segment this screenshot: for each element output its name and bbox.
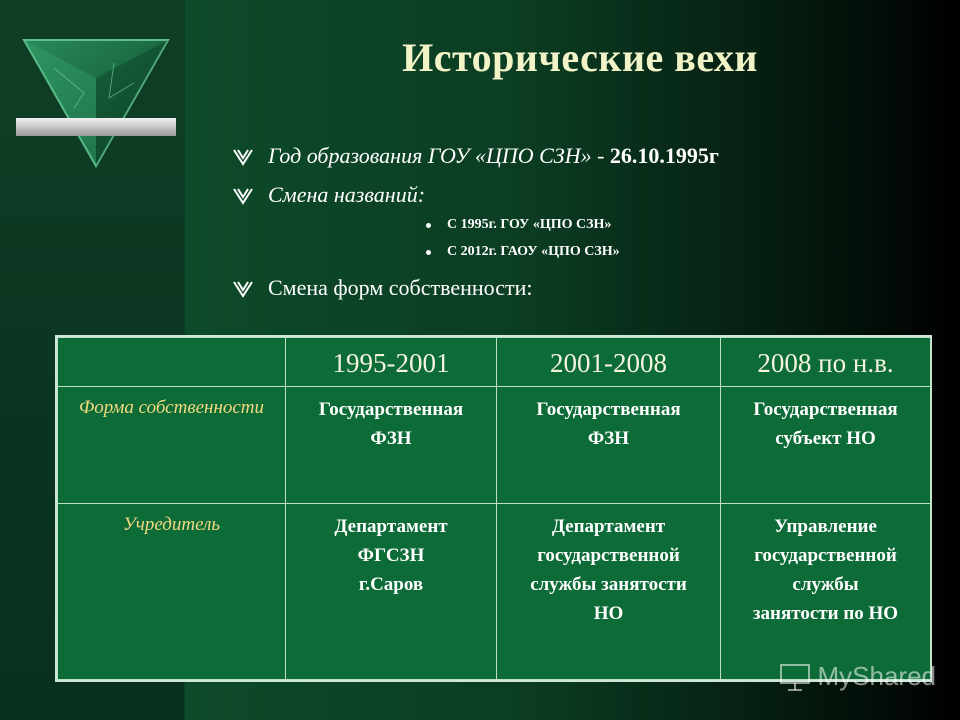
check-arrow-icon [232, 278, 254, 298]
table-row-founder [58, 504, 931, 680]
header-cell-period: 2001-2008 [497, 338, 721, 387]
dot-bullet-icon [426, 223, 431, 228]
header-cell-empty [58, 338, 286, 387]
cell-line: ФЗН [370, 428, 412, 449]
bullet-founding-year [232, 143, 719, 169]
check-arrow-icon [232, 146, 254, 166]
cell-line: службы [792, 574, 859, 595]
table-cell [286, 387, 497, 504]
bullet-ownership-changes [232, 275, 532, 301]
sub-bullet-1995 [426, 217, 611, 233]
cell-line: НО [593, 603, 624, 624]
cell-line: субъект НО [775, 428, 876, 449]
cell-line: Государственная [536, 399, 681, 420]
cell-line: занятости по НО [752, 603, 899, 624]
bullet-name-changes [232, 182, 425, 208]
cell-line: Государственная [318, 399, 464, 420]
cell-line: г.Саров [358, 574, 424, 595]
row-label: Учредитель [58, 504, 286, 680]
bullet-text: Смена названий: [268, 182, 426, 207]
table-cell [721, 504, 931, 680]
founding-date: 26.10.1995г [609, 143, 719, 168]
cell-line: Государственная [753, 399, 898, 420]
cell-line: государственной [537, 545, 680, 566]
green-triangle-logo-icon [14, 38, 178, 170]
sub-bullet-2012 [426, 244, 620, 260]
header-cell-period: 1995-2001 [286, 338, 497, 387]
watermark-text: MyShared [817, 661, 936, 691]
watermark [778, 661, 937, 692]
presentation-board-icon [778, 662, 812, 692]
bullet-text: Год образования ГОУ «ЦПО СЗН» [268, 143, 592, 168]
table-cell [286, 504, 497, 680]
cell-line: Департамент [334, 516, 448, 537]
row-label: Форма собственности [58, 387, 286, 504]
dot-bullet-icon [426, 250, 431, 255]
cell-line: ФЗН [587, 428, 630, 449]
bullet-text: Смена форм собственности: [268, 275, 533, 300]
bullet-separator: - [591, 143, 610, 168]
check-arrow-icon [232, 185, 254, 205]
table-cell [721, 387, 931, 504]
sub-bullet-text: С 1995г. ГОУ «ЦПО СЗН» [447, 217, 612, 232]
cell-line: Департамент [551, 516, 666, 537]
cell-line: службы занятости [530, 574, 687, 595]
ownership-table [55, 335, 932, 682]
cell-line: ФГСЗН [357, 545, 425, 566]
table-cell [497, 504, 721, 680]
table-row-ownership [58, 387, 931, 504]
sub-bullet-text: С 2012г. ГАОУ «ЦПО СЗН» [447, 244, 620, 259]
slide-title: Исторические вехи [402, 35, 758, 80]
header-cell-period: 2008 по н.в. [721, 338, 931, 387]
table-cell [497, 387, 721, 504]
cell-line: государственной [754, 545, 897, 566]
cell-line: Управление [774, 516, 877, 537]
table-header-row [58, 338, 931, 387]
